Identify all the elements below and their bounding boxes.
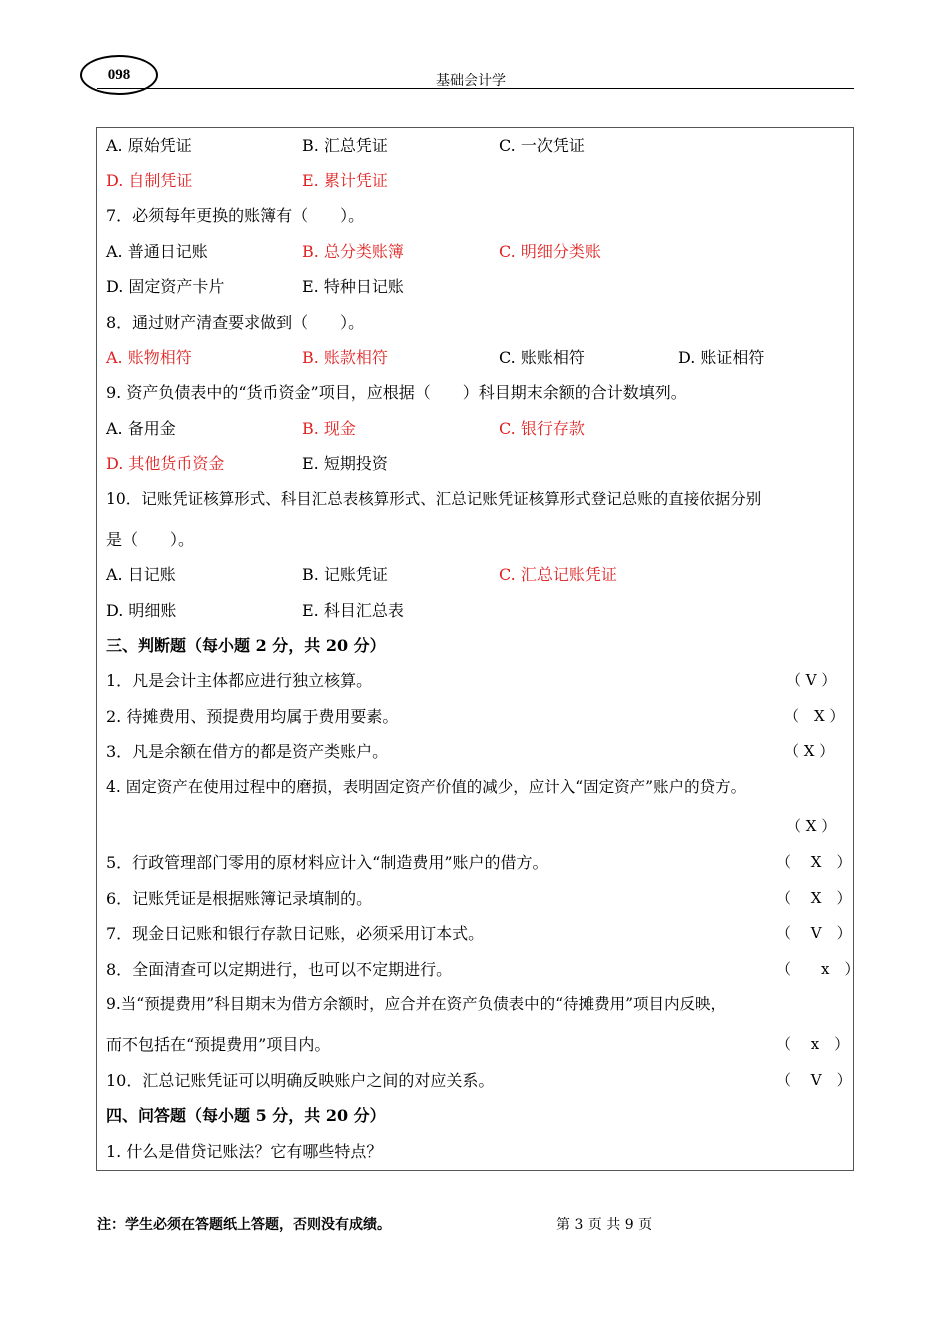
footer-note: 注：学生必须在答题纸上答题，否则没有成绩。: [97, 1217, 391, 1233]
page-number: 第 3 页 共 9 页: [556, 1217, 653, 1233]
option: E. 特种日记账: [302, 277, 404, 296]
essay-question: 1. 什么是借贷记账法？它有哪些特点？: [106, 1142, 383, 1161]
option: A. 备用金: [106, 419, 176, 438]
question-9: 9. 资产负债表中的“货币资金”项目，应根据（ ）科目期末余额的合计数填列。: [106, 383, 687, 402]
judgement-item-cont: 而不包括在“预提费用”项目内。: [106, 1035, 331, 1054]
option-answer: A. 账物相符: [106, 348, 192, 367]
judgement-mark: （ V ）: [786, 671, 837, 689]
option: D. 账证相符: [678, 348, 765, 367]
judgement-item: 6．记账凭证是根据账簿记录填制的。: [106, 889, 373, 908]
option: D. 明细账: [106, 601, 177, 620]
option: A. 日记账: [106, 565, 176, 584]
option-answer: C. 明细分类账: [499, 242, 601, 261]
judgement-item: 1．凡是会计主体都应进行独立核算。: [106, 671, 373, 690]
judgement-mark: （ V ）: [776, 1071, 852, 1089]
option-answer: B. 现金: [302, 419, 356, 438]
option-answer: C. 汇总记账凭证: [499, 565, 617, 584]
judgement-mark: （ X ）: [786, 817, 837, 835]
judgement-item: 2. 待摊费用、预提费用均属于费用要素。: [106, 707, 399, 726]
option-answer: C. 银行存款: [499, 419, 585, 438]
option: C. 账账相符: [499, 348, 585, 367]
judgement-item: 5．行政管理部门零用的原材料应计入“制造费用”账户的借方。: [106, 853, 549, 872]
option: E. 短期投资: [302, 454, 388, 473]
question-10: 10．记账凭证核算形式、科目汇总表核算形式、汇总记账凭证核算形式登记总账的直接依据分别: [106, 490, 762, 508]
judgement-mark: （ V ）: [776, 924, 852, 942]
question-7: 7．必须每年更换的账簿有（ ）。: [106, 206, 365, 225]
option: A. 原始凭证: [106, 136, 192, 155]
option: B. 记账凭证: [302, 565, 388, 584]
option: C. 一次凭证: [499, 136, 585, 155]
course-code-badge: 098: [80, 55, 158, 95]
judgement-mark: （ x ）: [776, 1035, 850, 1053]
header-title: 基础会计学: [436, 73, 506, 89]
judgement-item: 8．全面清查可以定期进行，也可以不定期进行。: [106, 960, 453, 979]
judgement-item: 7．现金日记账和银行存款日记账，必须采用订本式。: [106, 924, 485, 943]
judgement-mark: （ X ）: [776, 889, 852, 907]
judgement-mark: （ X ）: [784, 707, 845, 725]
option: A. 普通日记账: [106, 242, 208, 261]
judgement-mark: （ X ）: [776, 853, 852, 871]
option: E. 科目汇总表: [302, 601, 404, 620]
section-heading: 三、判断题（每小题 2 分，共 20 分）: [106, 636, 386, 655]
option-answer: D. 自制凭证: [106, 171, 193, 190]
header-rule: [97, 88, 854, 89]
question-10-cont: 是（ ）。: [106, 530, 195, 549]
option: D. 固定资产卡片: [106, 277, 225, 296]
judgement-item: 10．汇总记账凭证可以明确反映账户之间的对应关系。: [106, 1071, 495, 1090]
section-heading: 四、问答题（每小题 5 分，共 20 分）: [106, 1106, 386, 1125]
option-answer: D. 其他货币资金: [106, 454, 225, 473]
judgement-mark: （ x ）: [776, 960, 860, 978]
option-answer: B. 总分类账簿: [302, 242, 404, 261]
option: B. 汇总凭证: [302, 136, 388, 155]
judgement-item: 9.当“预提费用”科目期末为借方余额时，应合并在资产负债表中的“待摊费用”项目内反映，: [106, 995, 726, 1013]
judgement-item: 4. 固定资产在使用过程中的磨损，表明固定资产价值的减少，应计入“固定资产”账户的贷方。: [106, 778, 747, 796]
judgement-item: 3．凡是余额在借方的都是资产类账户。: [106, 742, 389, 761]
question-8: 8．通过财产清查要求做到（ ）。: [106, 313, 365, 332]
option-answer: B. 账款相符: [302, 348, 388, 367]
judgement-mark: （ X ）: [784, 742, 835, 760]
option-answer: E. 累计凭证: [302, 171, 388, 190]
